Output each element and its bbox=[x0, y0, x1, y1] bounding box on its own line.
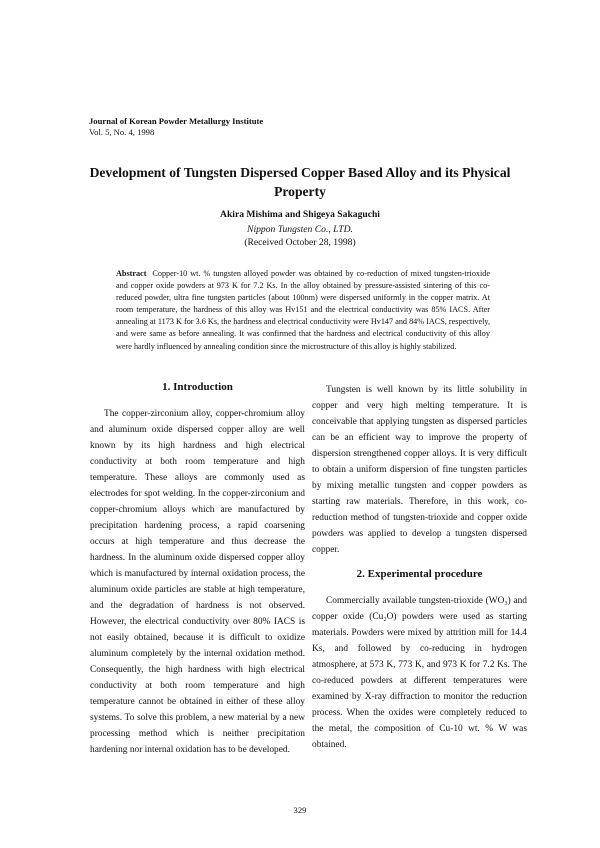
journal-header bbox=[89, 116, 263, 138]
experimental-body bbox=[312, 593, 527, 801]
introduction-paragraph-1: The copper-zirconium alloy, copper-chromium alloy and aluminum oxide dispersed copper alloy are well known by its high hardness and high electrical conductivity at both room temperature and high temperature. These alloys are commonly used as electrodes for spot welding. In the copper-zirconium and copper-chromium alloys which are manufactured by precipitation hardening process, a rapid coarsening occurs at high temperature and thus decrease the hardness. In the aluminum oxide dispersed copper alloy which is manufactured by internal oxidation process, the aluminum oxide particles are stable at high temperature, and the degradation of hardness is not observed. However, the electrical conductivity over 80% IACS is not easily obtained, because it is difficult to oxidize aluminum completely by the internal oxidation method. Consequently, the high hardness with high electrical conductivity at both room temperature and high temperature cannot be obtained in either of these alloy systems. To solve this problem, a new material by a new processing method which is neither precipitation hardening nor internal oxidation has to be developed. bbox=[90, 409, 305, 755]
abstract-label: Abstract bbox=[116, 269, 147, 278]
introduction-paragraph-2: Tungsten is well known by its little solubility in copper and very high melting temperature. It is conceivable that applying tungsten as dispersed particles can be an efficient way to improve the property of dispersion strengthened copper alloys. It is very difficult to obtain a uniform dispersion of fine tungsten particles by mixing metallic tungsten and copper powders as starting raw materials. Therefore, in this work, co-reduction method of tungsten-trioxide and copper oxide powders was applied to develop a tungsten dispersed copper. bbox=[312, 385, 527, 555]
received-date: (Received October 28, 1998) bbox=[244, 237, 356, 248]
abstract-text: Copper-10 wt. % tungsten alloyed powder was obtained by co-reduction of mixed tungsten-trioxide and copper oxide powders at 973 K for 7.2 Ks. In the alloy obtained by pressure-assisted sintering of this co-reduced powder, ultra fine tungsten particles (about 100nm) were dispersed uniformly in the copper matrix. At room temperature, the hardness of this alloy was Hv151 and the electrical conductivity was 85% IACS. After annealing at 1173 K for 3.6 Ks, the hardness and electrical conductivity were Hv147 and 84% IACS, respectively, and were same as before annealing. It was confirmed that the hardness and electrical conductivity of this alloy were hardly influenced by annealing condition since the microstructure of this alloy is highly stabilized. bbox=[116, 269, 491, 351]
journal-name: Journal of Korean Powder Metallurgy Institute bbox=[89, 116, 264, 126]
journal-volume: Vol. 5, No. 4, 1998 bbox=[89, 127, 155, 137]
authors: Akira Mishima and Shigeya Sakaguchi bbox=[220, 209, 380, 220]
introduction-heading: 1. Introduction bbox=[162, 381, 233, 393]
affiliation: Nippon Tungsten Co., LTD. bbox=[247, 224, 353, 235]
introduction-body bbox=[90, 406, 305, 798]
abstract bbox=[116, 268, 490, 353]
experimental-heading: 2. Experimental procedure bbox=[356, 568, 483, 580]
introduction-body-continued bbox=[312, 382, 527, 558]
experimental-paragraph-1: Commercially available tungsten-trioxide (WO₃) and copper oxide (Cu₂O) powders were used as starting materials. Powders were mixed by attrition mill for 14.4 Ks, and followed by co-reducing in hydrogen atmosphere, at 573 K, 773 K, and 973 K for 7.2 Ks. The co-reduced powders at different temperatures were examined by X-ray diffraction to monitor the reduction process. When the oxides were completely reduced to the metal, the composition of Cu-10 wt. % W was obtained. bbox=[312, 596, 527, 750]
page-number: 329 bbox=[293, 805, 307, 815]
paper-title: Development of Tungsten Dispersed Copper Based Alloy and its Physical Property bbox=[89, 165, 511, 199]
